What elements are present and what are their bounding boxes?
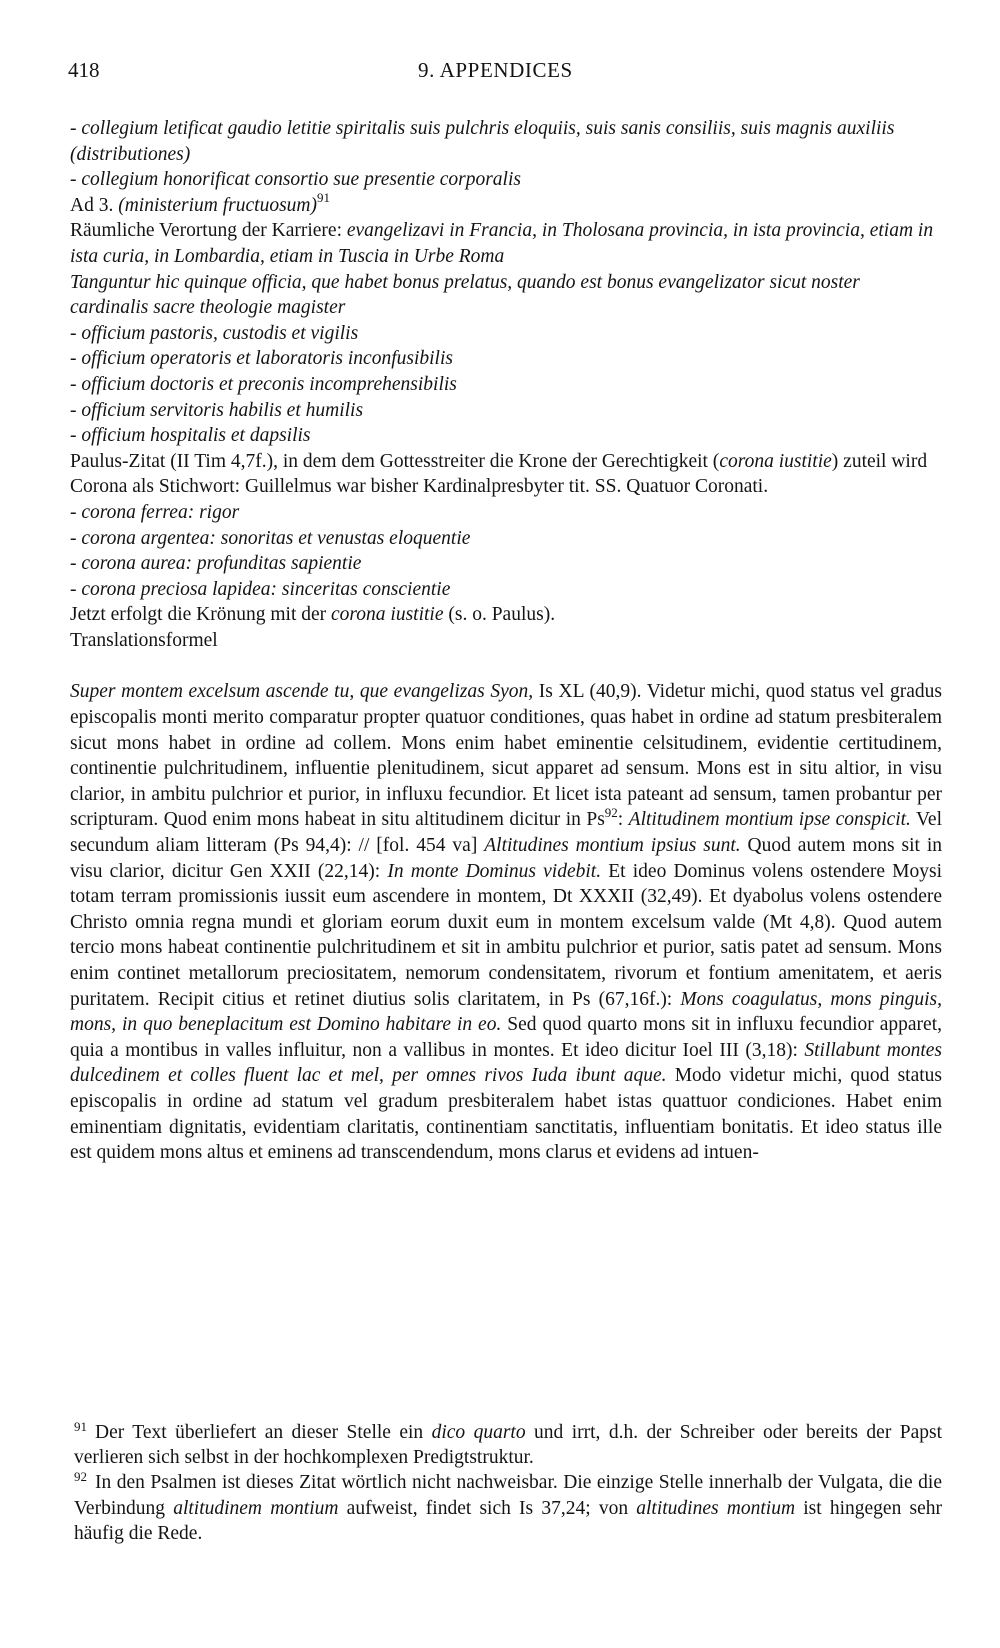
- outline-line: - corona aurea: profunditas sapientie: [70, 553, 362, 575]
- footnote-number: 92: [74, 1468, 87, 1484]
- paragraph-gap: [70, 653, 942, 679]
- running-head: 9. APPENDICES: [418, 58, 573, 82]
- outline-line: - corona preciosa lapidea: sinceritas conscientie: [70, 578, 451, 600]
- footnote-92: $^{92}$ In den Psalmen ist dieses Zitat wörtlich nicht nachweisbar. Die einzige Stelle innerhalb der Vulgata, die die Verbindung altitudinem montium aufweist, findet sich Is 37,24; von altitudines montium ist hingegen sehr häufig die Rede.: [74, 1468, 943, 1544]
- footnote-91: $^{91}$ Der Text überliefert an dieser Stelle ein dico quarto und irrt, d.h. der Schreiber oder bereits der Papst verlieren sich selbst in der hochkomplexen Predigtstruktur.: [74, 1418, 942, 1469]
- outline-line: - officium pastoris, custodis et vigilis: [70, 322, 359, 344]
- outline-line: - officium hospitalis et dapsilis: [70, 425, 311, 447]
- outline-line: - officium doctoris et preconis incomprehensibilis: [70, 373, 457, 395]
- outline-line: Translationsformel: [70, 629, 218, 651]
- outline-line: - corona ferrea: rigor: [70, 501, 240, 523]
- page-number: 418: [68, 58, 100, 82]
- outline-line: [70, 167, 942, 193]
- outline-line: - officium operatoris et laboratoris inconfusibilis: [70, 348, 453, 370]
- main-text: [70, 116, 942, 1166]
- footnote-number: 91: [74, 1418, 87, 1434]
- footnotes: [74, 1420, 942, 1546]
- outline-line: [70, 116, 942, 167]
- outline-line: Jetzt erfolgt die Krönung mit der corona iustitie (s. o. Paulus).: [70, 604, 556, 626]
- footnote-ref-92: 92: [604, 804, 618, 820]
- outline-line: Paulus-Zitat (II Tim 4,7f.), in dem dem Gottesstreiter die Krone der Gerechtigkeit (corona iustitie) zuteil wird: [70, 450, 928, 472]
- page-header: [68, 58, 940, 92]
- outline-line: - corona argentea: sonoritas et venustas eloquentie: [70, 527, 471, 549]
- outline-line: Räumliche Verortung der Karriere: evangelizavi in Francia, in Tholosana provincia, in ista provincia, etiam in ista curia, in Lombardia, etiam in Tuscia in Urbe Roma: [70, 220, 934, 267]
- outline-line: Tanguntur hic quinque officia, que habet bonus prelatus, quando est bonus evangelizator sicut noster cardinalis sacre theologie magister: [70, 271, 860, 319]
- section-heading: Ad 3. (ministerium fructuosum)$^{91}$: [70, 190, 330, 216]
- outline-line: - officium servitoris habilis et humilis: [70, 399, 364, 421]
- sermon-paragraph: Super montem excelsum ascende tu, que evangelizas Syon, Is XL (40,9). Videtur michi, quod status vel gradus episcopalis monti merito comparatur propter quatuor conditiones, quas habet in ordine ad statum presbiteralem sicut mons habet in ordine ad collem. Mons enim habet eminentie celsitudinem, evidentie certitudinem, continentie pulchritudinem, influentie plenitudinem, sicut apparet ad sensum. Mons est in situ altior, in visu clarior, in ambitu pulchrior et purior, in influxu fecundior. Et licet ista pateant ad sensum, tamen probantur per scripturam. Quod enim mons habeat in situ altitudinem dicitur in Ps$^{92}$: Altitudinem montium ipse conspicit. Vel secundum aliam litteram (Ps 94,4): // [fol. 454 va] Altitudines montium ipsius sunt. Quod autem mons sit in visu clarior, dicitur Gen XXII (22,14): In monte Dominus videbit. Et ideo Dominus volens ostendere Moysi totam terram promissionis iussit eum ascendere in montem, Dt XXXII (32,49). Et dyabolus volens ostendere Christo omnia regna mundi et gloriam eorum duxit eum in montem excelsum valde (Mt 4,8). Quod autem tercio mons habeat continentie pulchritudinem et sit in ambitu pulchrior et purior, satis patet ad sensum. Mons enim continet metallorum preciositatem, nemorum condensitatem, rivorum et fontium amenitatem, et aeris puritatem. Recipit citius et retinet diutius solis claritatem, in Ps (67,16f.): Mons coagulatus, mons pinguis, mons, in quo beneplacitum est Domino habitare in eo. Sed quod quarto mons sit in influxu fecundior apparet, quia a montibus in valles influitur, non a vallibus in montes. Et ideo dicitur Ioel III (3,18): Stillabunt montes dulcedinem et colles fluent lac et mel, per omnes rivos Iuda ibunt aque. Modo videtur michi, quod status episcopalis in ordine ad statum vel gradum presbiteralem habet istas quattuor condiciones. Habet enim eminentiam dignitatis, evidentiam claritatis, continentiam sanctitatis, influentiam bonitatis. Et ideo status ille est quidem mons altus et eminens ad transcendendum, mons clarus et evidens ad intuen-: [70, 681, 943, 1164]
- outline-line: Corona als Stichwort: Guillelmus war bisher Kardinalpresbyter tit. SS. Quatuor Coronati.: [70, 476, 769, 498]
- latin-text: - collegium honorificat consortio sue presentie corporalis: [70, 169, 521, 191]
- latin-text: - collegium letificat gaudio letitie spiritalis suis pulchris eloquiis, suis sanis consiliis, suis magnis auxiliis (distributiones): [70, 118, 895, 165]
- footnote-ref-91: 91: [317, 190, 330, 206]
